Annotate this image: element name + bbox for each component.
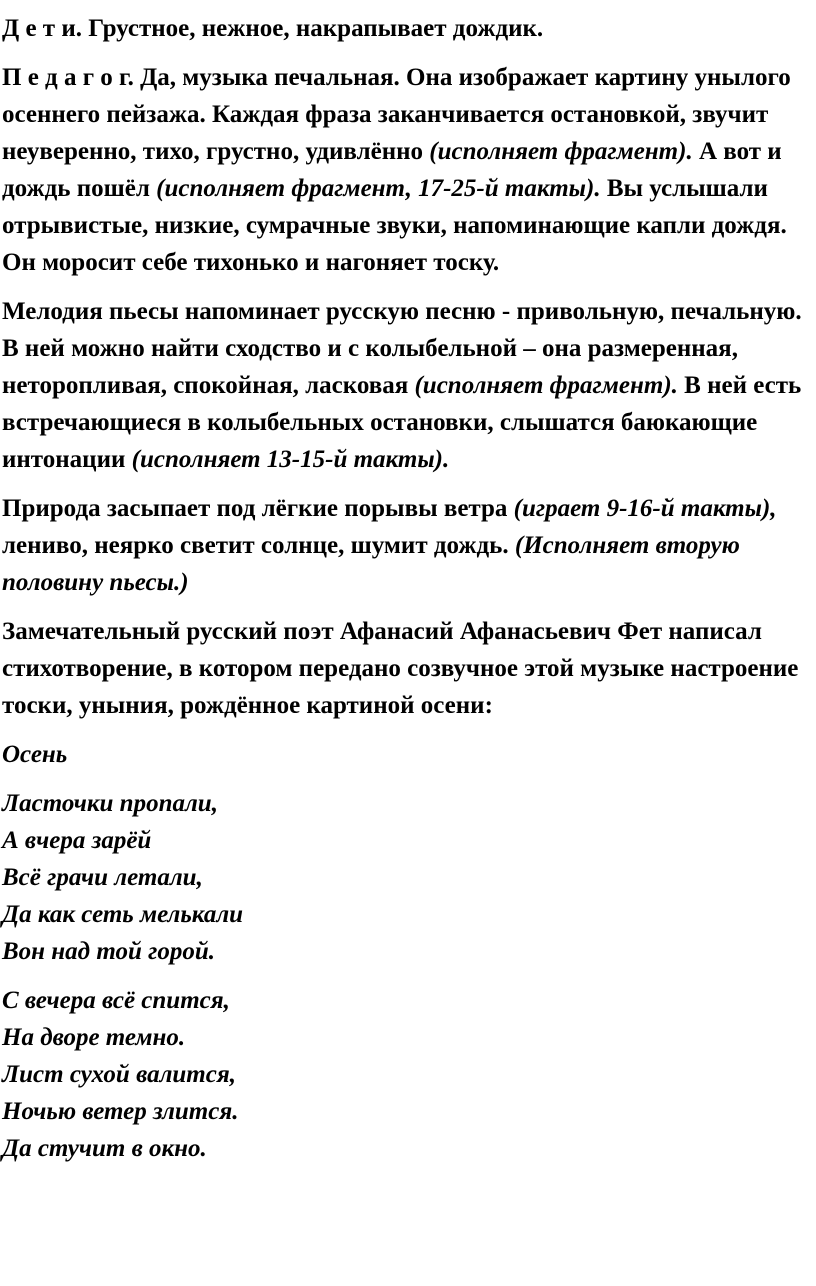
poem-line: А вчера зарёй [2,827,152,854]
poem-line: Ночью ветер злится. [2,1098,239,1125]
paragraph-melody [2,293,808,478]
poem-line: Вон над той горой. [2,938,215,965]
paragraph-poet [2,613,808,724]
paragraph-children-answer [2,10,808,47]
poem-line: Ласточки пропали, [2,790,218,817]
poem-line: Всё грачи летали, [2,864,203,891]
poem-stanza-1 [2,785,808,970]
paragraph-text: Замечательный русский поэт Афанасий Афанасьевич Фет написал стихотворение, в котором передано созвучное этой музыке настроение тоски, уныния, рождённое картиной осени: [2,618,799,719]
poem-line: С вечера всё спится, [2,987,230,1014]
poem-line: Да как сеть мелькали [2,901,244,928]
speaker-children: Д е т и. [2,15,82,42]
paragraph-text: Мелодия пьесы напоминает русскую песню - привольную, печальную. В ней можно найти сходство и с колыбельной – она размеренная, неторопливая, спокойная, ласковая [2,298,802,399]
stage-direction: (играет 9-16-й такты), [513,495,777,522]
paragraph-text: А вот и дождь пошёл [2,138,782,202]
speaker-teacher: П е д а г о г. [2,64,134,91]
poem-line: На дворе темно. [2,1024,186,1051]
poem-title: Осень [2,741,68,768]
poem-line: Лист сухой валится, [2,1061,236,1088]
paragraph-teacher [2,59,808,281]
paragraph-text: В ней есть встречающиеся в колыбельных остановки, слышатся баюкающие интонации [2,372,802,473]
stage-direction: (исполняет фрагмент). [414,372,678,399]
stage-direction: (исполняет фрагмент, 17-25-й такты). [156,175,601,202]
paragraph-text: лениво, неярко светит солнце, шумит дождь. [2,532,515,559]
stage-direction: (исполняет 13-15-й такты). [131,446,450,473]
paragraph-text: Грустное, нежное, накрапывает дождик. [81,15,544,42]
poem-line: Да стучит в окно. [2,1135,207,1162]
stage-direction: (исполняет фрагмент). [429,138,693,165]
paragraph-text: Природа засыпает под лёгкие порывы ветра [2,495,514,522]
paragraph-text: Вы услышали отрывистые, низкие, сумрачные звуки, напоминающие капли дождя. Он моросит себе тихонько и нагоняет тоску. [2,175,787,276]
stage-direction: (Исполняет вторую половину пьесы.) [2,532,740,596]
paragraph-text: Да, музыка печальная. Она изображает картину унылого осеннего пейзажа. Каждая фраза заканчивается остановкой, звучит неуверенно, тихо, грустно, удивлённо [2,64,791,165]
poem-stanza-2 [2,982,808,1167]
paragraph-nature [2,490,808,601]
